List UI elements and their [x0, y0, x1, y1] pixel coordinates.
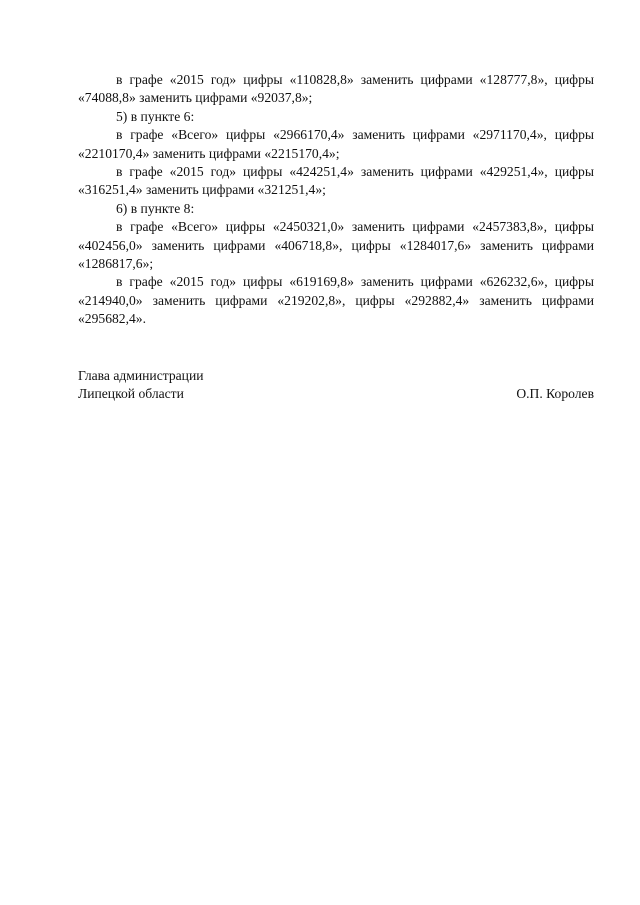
- signatory-title-line1: Глава администрации: [78, 368, 204, 383]
- paragraph-total-item-8: в графе «Всего» цифры «2450321,0» заменить цифрами «2457383,8», цифры «402456,0» заменить цифрами «406718,8», цифры «1284017,6» заменить цифрами «1286817,6»;: [78, 219, 594, 272]
- paragraph-item-5-heading: 5) в пункте 6:: [116, 108, 195, 124]
- signature-block: [78, 367, 594, 404]
- paragraph-2015-year-first: в графе «2015 год» цифры «110828,8» заменить цифрами «128777,8», цифры «74088,8» заменить цифрами «92037,8»;: [78, 72, 594, 106]
- paragraph-2015-year-item-8: в графе «2015 год» цифры «619169,8» заменить цифрами «626232,6», цифры «214940,0» заменить цифрами «219202,8», цифры «292882,4» заменить цифрами «295682,4».: [78, 274, 594, 327]
- signatory-title-line2: Липецкой области: [78, 386, 184, 402]
- document-body: [78, 71, 594, 329]
- paragraph-item-6-heading: 6) в пункте 8:: [116, 200, 195, 216]
- paragraph-total-item-6: в графе «Всего» цифры «2966170,4» заменить цифрами «2971170,4», цифры «2210170,4» заменить цифрами «2215170,4»;: [78, 127, 594, 161]
- signatory-name: О.П. Королев: [516, 386, 594, 402]
- paragraph-2015-year-item-6: в графе «2015 год» цифры «424251,4» заменить цифрами «429251,4», цифры «316251,4» заменить цифрами «321251,4»;: [78, 164, 594, 198]
- signature-row: [78, 385, 594, 403]
